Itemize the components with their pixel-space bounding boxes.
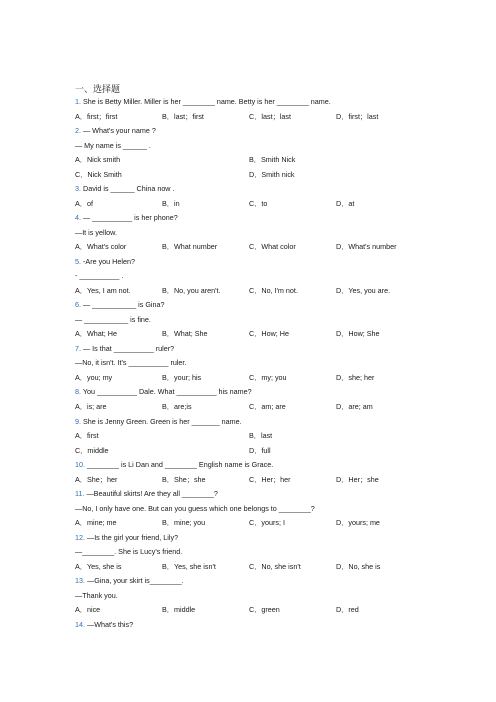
dialogue-line: - __________ . bbox=[75, 271, 124, 280]
question-text: ________ is Li Dan and ________ English name is Grace. bbox=[87, 460, 274, 469]
option-b[interactable]: B．No, you aren't. bbox=[162, 286, 221, 295]
option-b[interactable]: B．last；first bbox=[162, 112, 204, 121]
question-text: — ___________ is Gina? bbox=[83, 300, 165, 309]
option-a[interactable]: A．Yes, she is bbox=[75, 562, 122, 571]
question-3 bbox=[75, 184, 175, 194]
option-c[interactable]: C．How; He bbox=[249, 329, 289, 338]
question-number: 3. bbox=[75, 184, 81, 193]
option-d[interactable]: D．at bbox=[336, 199, 355, 208]
question-text: —Is the girl your friend, Lily? bbox=[87, 533, 179, 542]
option-b[interactable]: B．Smith Nick bbox=[249, 155, 296, 164]
question-number: 4. bbox=[75, 213, 81, 222]
dialogue-line: —It is yellow. bbox=[75, 228, 117, 237]
question-number: 2. bbox=[75, 126, 81, 135]
question-number: 5. bbox=[75, 257, 81, 266]
option-a[interactable]: A．nice bbox=[75, 605, 101, 614]
question-13 bbox=[75, 576, 184, 586]
question-text: —What's this? bbox=[87, 620, 134, 629]
option-c[interactable]: C．last；last bbox=[249, 112, 291, 121]
question-number: 8. bbox=[75, 387, 81, 396]
question-number: 13. bbox=[75, 576, 85, 585]
question-number: 7. bbox=[75, 344, 81, 353]
question-2 bbox=[75, 126, 156, 136]
option-d[interactable]: D．How; She bbox=[336, 329, 380, 338]
option-b[interactable]: B．middle bbox=[162, 605, 196, 614]
option-a[interactable]: A．Yes, I am not. bbox=[75, 286, 131, 295]
option-c[interactable]: C．What color bbox=[249, 242, 296, 251]
option-c[interactable]: C．am; are bbox=[249, 402, 286, 411]
option-b[interactable]: B．mine; you bbox=[162, 518, 206, 527]
option-c[interactable]: C．middle bbox=[75, 446, 109, 455]
question-text: -Are you Helen? bbox=[83, 257, 135, 266]
option-b[interactable]: B．are;is bbox=[162, 402, 192, 411]
question-10 bbox=[75, 460, 273, 470]
question-text: —Gina, your skirt is________. bbox=[87, 576, 184, 585]
option-c[interactable]: C．No, she isn't bbox=[249, 562, 301, 571]
dialogue-line: —Thank you. bbox=[75, 591, 118, 600]
option-d[interactable]: D．What's number bbox=[336, 242, 397, 251]
option-d[interactable]: D．Smith nick bbox=[249, 170, 295, 179]
option-a[interactable]: A．first；first bbox=[75, 112, 118, 121]
option-d[interactable]: D．first；last bbox=[336, 112, 379, 121]
option-a[interactable]: A．What; He bbox=[75, 329, 117, 338]
question-14 bbox=[75, 620, 133, 630]
option-c[interactable]: C．Nick Smith bbox=[75, 170, 122, 179]
question-number: 9. bbox=[75, 417, 81, 426]
option-b[interactable]: B．What number bbox=[162, 242, 218, 251]
option-c[interactable]: C．Her；her bbox=[249, 475, 291, 484]
question-text: She is Betty Miller. Miller is her ________ name. Betty is her ________ name. bbox=[83, 97, 331, 106]
question-12 bbox=[75, 533, 178, 543]
question-1 bbox=[75, 97, 331, 107]
option-d[interactable]: D．No, she is bbox=[336, 562, 381, 571]
question-number: 14. bbox=[75, 620, 85, 629]
option-b[interactable]: B．your; his bbox=[162, 373, 202, 382]
question-6 bbox=[75, 300, 165, 310]
option-b[interactable]: B．Yes, she isn't bbox=[162, 562, 216, 571]
option-d[interactable]: D．Yes, you are. bbox=[336, 286, 391, 295]
option-a[interactable]: A．is; are bbox=[75, 402, 107, 411]
question-number: 1. bbox=[75, 97, 81, 106]
option-c[interactable]: C．yours; I bbox=[249, 518, 285, 527]
question-text: David is ______ China now . bbox=[83, 184, 175, 193]
dialogue-line: —No, I only have one. But can you guess which one belongs to ________? bbox=[75, 504, 315, 513]
dialogue-line: —________. She is Lucy's friend. bbox=[75, 547, 183, 556]
option-a[interactable]: A．Nick smith bbox=[75, 155, 121, 164]
option-a[interactable]: A．first bbox=[75, 431, 99, 440]
option-a[interactable]: A．She；her bbox=[75, 475, 118, 484]
question-number: 12. bbox=[75, 533, 85, 542]
option-b[interactable]: B．in bbox=[162, 199, 180, 208]
option-a[interactable]: A．mine; me bbox=[75, 518, 117, 527]
question-number: 11. bbox=[75, 489, 85, 498]
question-text: — __________ is her phone? bbox=[83, 213, 178, 222]
option-b[interactable]: B．last bbox=[249, 431, 273, 440]
question-text: You __________ Dale. What __________ his name? bbox=[82, 387, 252, 396]
option-d[interactable]: D．yours; me bbox=[336, 518, 380, 527]
option-b[interactable]: B．She；she bbox=[162, 475, 206, 484]
question-9 bbox=[75, 417, 242, 427]
option-c[interactable]: C．green bbox=[249, 605, 280, 614]
dialogue-line: —No, it isn't. It's __________ ruler. bbox=[75, 358, 187, 367]
section-title: 一、选择题 bbox=[75, 84, 121, 94]
question-4 bbox=[75, 213, 178, 223]
option-d[interactable]: D．Her；she bbox=[336, 475, 379, 484]
option-c[interactable]: C．my; you bbox=[249, 373, 287, 382]
option-a[interactable]: A．What's color bbox=[75, 242, 127, 251]
option-d[interactable]: D．full bbox=[249, 446, 271, 455]
option-a[interactable]: A．you; my bbox=[75, 373, 113, 382]
question-text: She is Jenny Green. Green is her _______ name. bbox=[83, 417, 242, 426]
dialogue-line: — ___________ is fine. bbox=[75, 315, 151, 324]
option-b[interactable]: B．What; She bbox=[162, 329, 208, 338]
question-text: —Beautiful skirts! Are they all ________? bbox=[86, 489, 218, 498]
option-a[interactable]: A．of bbox=[75, 199, 93, 208]
option-c[interactable]: C．to bbox=[249, 199, 268, 208]
question-7 bbox=[75, 344, 174, 354]
dialogue-line: — My name is ______ . bbox=[75, 141, 151, 150]
question-5 bbox=[75, 257, 135, 267]
option-d[interactable]: D．she; her bbox=[336, 373, 375, 382]
question-text: — Is that __________ ruler? bbox=[83, 344, 175, 353]
question-text: — What's your name ? bbox=[83, 126, 156, 135]
question-number: 6. bbox=[75, 300, 81, 309]
option-d[interactable]: D．red bbox=[336, 605, 359, 614]
question-number: 10. bbox=[75, 460, 85, 469]
question-8 bbox=[75, 387, 252, 397]
option-c[interactable]: C．No, I'm not. bbox=[249, 286, 298, 295]
option-d[interactable]: D．are; am bbox=[336, 402, 373, 411]
question-11 bbox=[75, 489, 218, 499]
